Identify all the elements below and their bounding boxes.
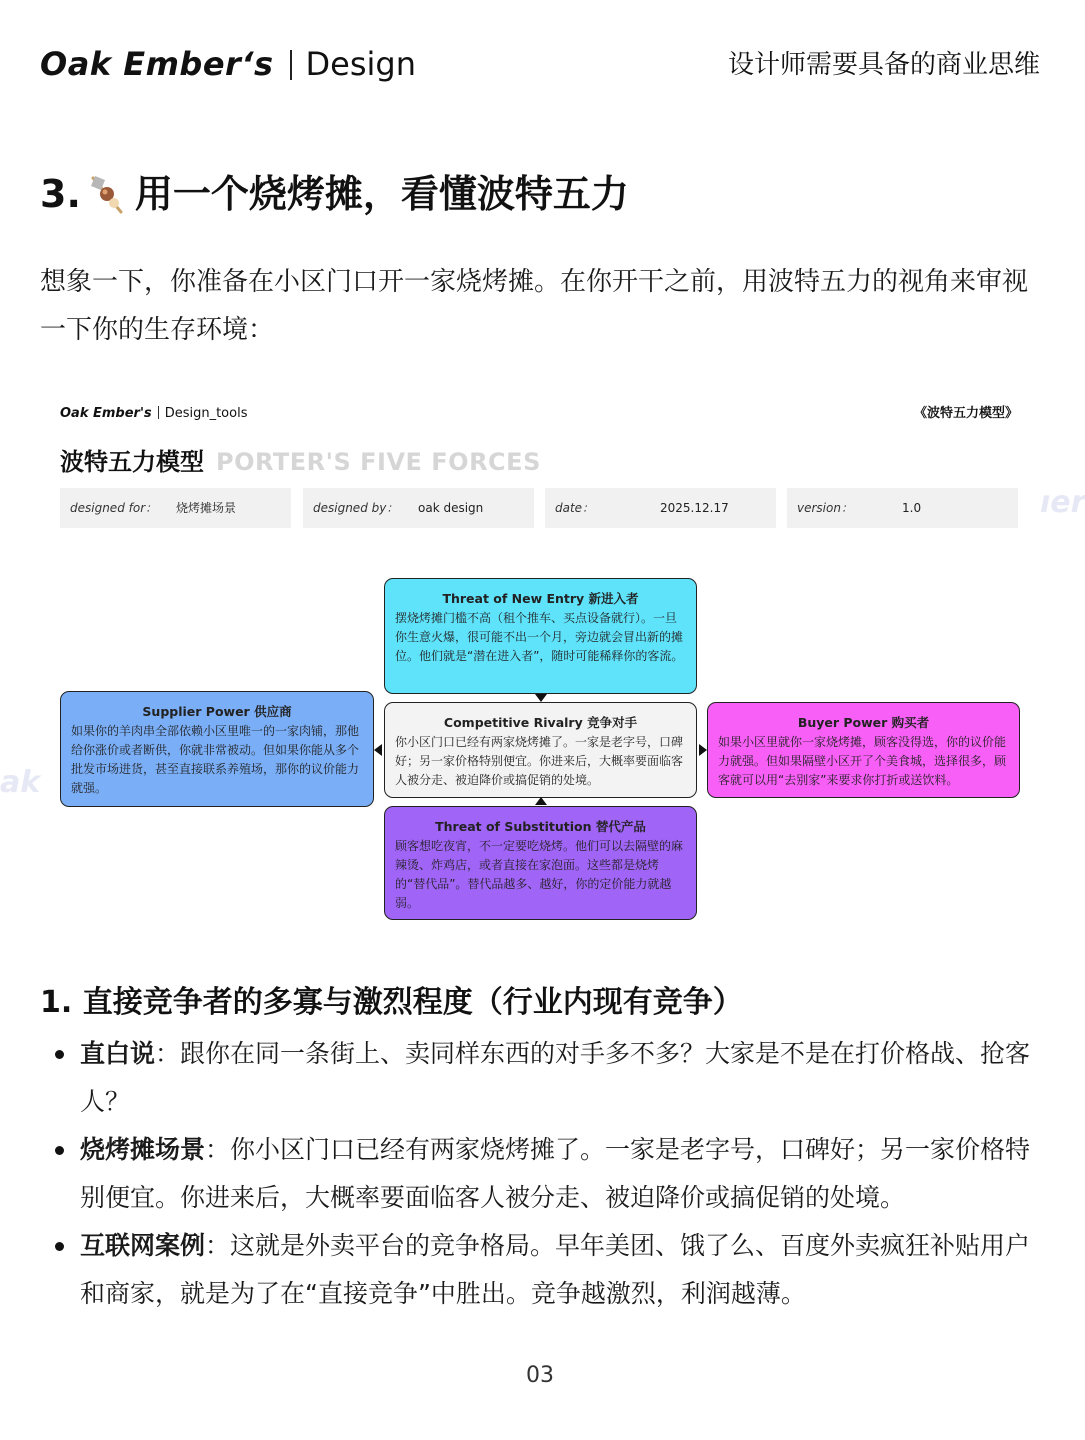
- model-title: [60, 444, 541, 480]
- arrow-right-icon: [699, 744, 707, 756]
- list-item-text: ：跟你在同一条街上、卖同样东西的对手多不多？大家是不是在打价格战、抢客人？: [80, 1039, 1031, 1116]
- meta-designed-for: [60, 488, 291, 528]
- list-item-label: 互联网案例: [80, 1231, 206, 1260]
- meta-label: version：: [797, 501, 853, 515]
- card-brand-suffix: Design_tools: [164, 406, 248, 421]
- force-substitution: [384, 806, 697, 920]
- list-title: 1. 直接竞争者的多寡与激烈程度（行业内现有竞争）: [40, 985, 743, 1020]
- list-item: [40, 1222, 1050, 1318]
- model-title-cn: 波特五力模型: [60, 448, 204, 476]
- meta-version: [787, 488, 1018, 528]
- brand-divider: [290, 50, 292, 80]
- arrow-left-icon: [374, 744, 382, 756]
- meta-value: oak design: [418, 501, 484, 515]
- watermark-right: ıer: [1040, 485, 1085, 520]
- meta-label: designed for：: [70, 501, 158, 515]
- card-brand: [60, 403, 247, 425]
- list-item: [40, 1126, 1050, 1222]
- page-number: 03: [526, 1363, 554, 1388]
- section-number: 3.: [40, 172, 81, 216]
- force-text: 你小区门口已经有两家烧烤摊了。一家是老字号，口碑好；另一家价格特别便宜。你进来后，大概率要面临客人被分走、被迫降价或搞促销的处境。: [395, 735, 684, 787]
- skewer-icon: [85, 172, 125, 216]
- model-title-en: PORTER'S FIVE FORCES: [216, 448, 541, 476]
- meta-value: 2025.12.17: [660, 501, 729, 515]
- list-item-label: 直白说: [80, 1039, 156, 1068]
- force-text: 摆烧烤摊门槛不高（租个推车、买点设备就行）。一旦你生意火爆，很可能不出一个月，旁边就会冒出新的摊位。他们就是“潜在进入者”，随时可能稀释你的客流。: [395, 611, 684, 663]
- force-title: Buyer Power 购买者: [797, 715, 930, 730]
- force-text: 如果小区里就你一家烧烤摊，顾客没得选，你的议价能力就强。但如果隔壁小区开了个美食城，选择很多，顾客就可以用“去别家”来要求你打折或送饮料。: [718, 735, 1007, 787]
- list-item: [40, 1030, 1050, 1126]
- force-text: 顾客想吃夜宵，不一定要吃烧烤。他们可以去隔壁的麻辣烫、炸鸡店，或者直接在家泡面。这些都是烧烤的“替代品”。替代品越多、越好，你的定价能力就越弱。: [395, 839, 684, 910]
- force-title: Supplier Power 供应商: [142, 704, 292, 719]
- list-item-text: ：这就是外卖平台的竞争格局。早年美团、饿了么、百度外卖疯狂补贴用户和商家，就是为了在“直接竞争”中胜出。竞争越激烈，利润越薄。: [80, 1231, 1031, 1308]
- arrow-down-icon: [535, 694, 547, 702]
- force-text: 如果你的羊肉串全部依赖小区里唯一的一家肉铺，那他给你涨价或者断供，你就非常被动。但如果你能从多个批发市场进货，甚至直接联系养殖场，那你的议价能力就强。: [71, 724, 360, 795]
- bullet-list: [40, 1030, 1050, 1318]
- section-title: [40, 166, 629, 222]
- meta-date: [545, 488, 776, 528]
- list-item-label: 烧烤摊场景: [80, 1135, 206, 1164]
- meta-label: designed by：: [313, 501, 399, 515]
- meta-value: 1.0: [902, 501, 922, 515]
- brand-suffix: Design: [305, 45, 416, 83]
- card-brand-logo: Oak Ember's: [60, 406, 152, 421]
- meta-designed-by: [303, 488, 534, 528]
- force-rivalry: [384, 702, 697, 798]
- meta-label: date：: [555, 501, 595, 515]
- arrow-up-icon: [535, 797, 547, 805]
- brand-header: [40, 40, 416, 88]
- meta-value: 烧烤摊场景: [176, 501, 237, 515]
- brand-logo: Oak Ember‘s: [40, 45, 274, 83]
- force-buyer: [707, 702, 1020, 798]
- force-new-entry: [384, 578, 697, 694]
- card-right-label: 《波特五力模型》: [913, 406, 1018, 421]
- force-title: Threat of Substitution 替代产品: [435, 819, 646, 834]
- section-title-text: 用一个烧烤摊，看懂波特五力: [134, 172, 629, 216]
- force-title: Competitive Rivalry 竞争对手: [443, 715, 638, 730]
- intro-paragraph: 想象一下，你准备在小区门口开一家烧烤摊。在你开干之前，用波特五力的视角来审视一下你的生存环境：: [40, 267, 1029, 345]
- force-title: Threat of New Entry 新进入者: [442, 591, 639, 606]
- card-brand-divider: [158, 406, 159, 419]
- list-item-text: ：你小区门口已经有两家烧烤摊了。一家是老字号，口碑好；另一家价格特别便宜。你进来后，大概率要面临客人被分走、被迫降价或搞促销的处境。: [80, 1135, 1031, 1212]
- watermark-left: ak: [0, 765, 41, 800]
- force-supplier: [60, 691, 374, 807]
- series-title: 设计师需要具备的商业思维: [727, 50, 1040, 80]
